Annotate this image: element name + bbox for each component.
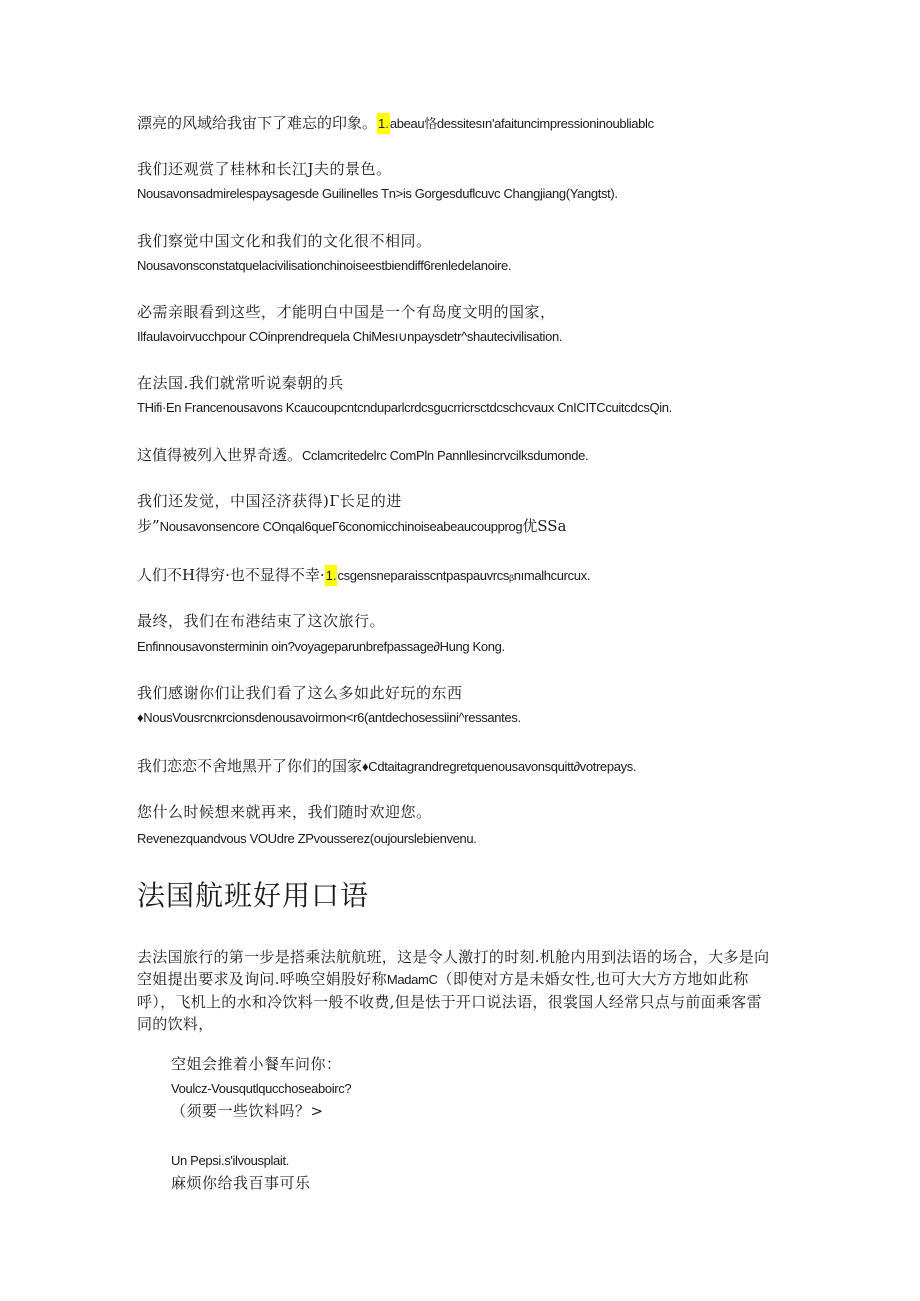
line-6 xyxy=(137,444,797,467)
line-6-zh: 这值得被列入世界奇透。 xyxy=(137,446,303,464)
highlight-mark: 1. xyxy=(377,113,390,134)
line-7-zh: 我们还发觉，中国泾济获得)Г长足的进 xyxy=(137,492,402,510)
line-4-zh: 必需亲眼看到这些，才能明白中国是一个有岛度文明的国家， xyxy=(137,303,556,321)
line-12-zh: 我们恋恋不舍地黑开了你们的国家 xyxy=(137,757,363,775)
line-6-fr: Cclamcritedelrc ComPln Pannllesincrvcilksdumonde. xyxy=(302,448,589,463)
line-10-zh: 最终，我们在布港结束了这次旅行。 xyxy=(137,612,386,630)
line-13-zh: 您什么时候想来就再来，我们随时欢迎您。 xyxy=(137,803,432,821)
intro-line-3: 呼），飞机上的水和冷饮料一般不收费,但是怯于开口说法语，很裳国人经常只点与前面乘客雷 xyxy=(137,993,762,1011)
intro-line-1: 去法国旅行的第一步是搭乘法航航班，这是令人激打的时刻.机舱内用到法语的场合，大多是向 xyxy=(137,948,770,966)
line-13-fr: Revenezquandvous VOUdre ZPvousserez(oujourslebienvenu. xyxy=(137,831,477,846)
dialog-line-2: Voulcz-Vousqutlqucchoseaboirc? xyxy=(171,1081,352,1096)
dialog-line-3: （须要一些饮料吗？> xyxy=(171,1102,324,1120)
dialog-line-4: Un Pepsi.s'ilvousplait. xyxy=(171,1153,289,1168)
line-8 xyxy=(137,515,797,538)
line-2-fr: Nousavonsadmirelespaysagesde Guilinelles Tn>is Gorgesduflcuvc Changjiang(Yangtst). xyxy=(137,186,618,201)
line-11-fr: ♦NousVousrcnкrcionsdenousavoirmon<r6(antdechosessiini^ressantes. xyxy=(137,710,521,725)
dialog-line-1: 空姐会推着小餐车问你： xyxy=(171,1055,342,1073)
line-9-fr: csgensneparaisscntpaspauvrcsᵦnımalhcurcux. xyxy=(337,568,591,583)
line-3-fr: Nousavonsconstatquelacivilisationchinoiseestbiendiff6renledelanoire. xyxy=(137,258,512,273)
line-8-zh: 步” xyxy=(137,517,160,535)
line-11-zh: 我们感谢你们让我们看了这么多如此好玩的东西 xyxy=(137,684,463,702)
line-2-zh: 我们还观赏了桂林和长江J夫的景色。 xyxy=(137,160,392,178)
line-3-zh: 我们察觉中国文化和我们的文化很不相同。 xyxy=(137,232,432,250)
intro-paragraph xyxy=(137,946,787,1035)
line-12 xyxy=(137,755,797,778)
dialog-line-5: 麻烦你给我百事可乐 xyxy=(171,1174,311,1192)
line-5-zh: 在法国.我们就常听说秦朝的兵 xyxy=(137,374,344,392)
line-5-fr: THifi·En Francenousavons Kcaucoupcntcnduparlcrdcsgucrricrsctdcschcvaux CnICITCcuitcdcsQin. xyxy=(137,400,672,415)
intro-line-4: 同的饮料， xyxy=(137,1015,214,1033)
intro-line-2-a: 空姐提出要求及询问.呼唤空娟股好称 xyxy=(137,970,387,988)
line-8-fr: Nousavonsencore COnqal6queГ6conomicchinoiseabeaucoupprog xyxy=(159,519,523,534)
intro-line-2 xyxy=(137,968,787,991)
intro-line-2-c: （即使对方是未婚女性,也可大大方方地如此称 xyxy=(437,970,749,988)
section-heading: 法国航班好用口语 xyxy=(137,879,370,912)
line-4-fr: Ilfaulavoirvucchpour COinprendrequela ChiMesı∪npaysdetr^shautecivilisation. xyxy=(137,329,563,344)
line-12-fr: ♦Cdtaitagrandregretquenousavonsquitt∂votrepays. xyxy=(362,759,637,774)
line-8-zh-end: 优SSa xyxy=(522,517,567,535)
line-9 xyxy=(137,564,797,587)
line-9-zh: 人们不H得穷·也不显得不幸· xyxy=(137,566,325,584)
intro-line-2-fr: MadamC xyxy=(386,972,438,987)
line-10-fr: Enfinnousavonsterminin oin?voyageparunbrefpassage∂Hung Kong. xyxy=(137,639,505,654)
highlight-mark: 1. xyxy=(325,565,338,586)
line-1 xyxy=(137,112,797,135)
line-1-fr: abeau恪dessitesın'afaituncimpressioninoubliablc xyxy=(389,116,654,131)
line-1-zh: 漂亮的风域给我宙下了难忘的印象。 xyxy=(137,114,378,132)
